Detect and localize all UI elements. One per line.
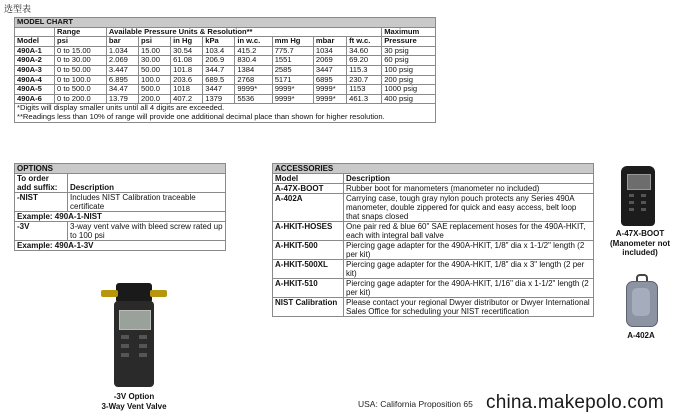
corner-label: 选型表: [4, 4, 32, 14]
range-cell: 0 to 100.0: [55, 75, 107, 85]
table-row: [15, 241, 226, 251]
value-cell: 9999*: [235, 85, 272, 95]
table-row: [273, 194, 594, 222]
acc-desc-cell: Carrying case, tough gray nylon pouch protects any Series 490A manometer, double zippered for quick and easy access, belt loop that snaps closed: [344, 194, 594, 222]
suffix-header: [15, 174, 68, 193]
value-cell: 1379: [203, 94, 235, 104]
max-sub-header: Pressure: [382, 37, 436, 47]
value-cell: 1018: [171, 85, 203, 95]
suffix-header-line2: add suffix:: [17, 183, 58, 192]
model-header-label: Model: [15, 37, 55, 47]
range-cell: 0 to 50.00: [55, 65, 107, 75]
value-cell: 50.00: [139, 65, 171, 75]
value-cell: 461.3: [347, 94, 382, 104]
value-cell: 407.2: [171, 94, 203, 104]
value-cell: 500.0: [139, 85, 171, 95]
valve-caption-line: 3-Way Vent Valve: [101, 401, 167, 411]
value-cell: 15.00: [139, 46, 171, 56]
accessories-title: ACCESSORIES: [273, 164, 594, 174]
suffix-cell: -3V: [15, 222, 68, 241]
chart-note: [15, 104, 436, 122]
unit-header: psi: [139, 37, 171, 47]
acc-model-cell: NIST Calibration: [273, 298, 344, 317]
note-readings: **Readings less than 10% of range will provide one additional decimal place than shown for higher resolution.: [17, 111, 385, 121]
value-cell: 2.069: [106, 56, 138, 66]
acc-desc-cell: Piercing gage adapter for the 490A-HKIT, 1/8" dia x 1-1/2" length (2 per kit): [344, 241, 594, 260]
table-row: [273, 279, 594, 298]
value-cell: 203.6: [171, 75, 203, 85]
table-row: [273, 298, 594, 317]
table-row: [15, 85, 436, 95]
value-cell: 1034: [313, 46, 346, 56]
max-cell: 30 psig: [382, 46, 436, 56]
max-header: Maximum: [382, 27, 436, 37]
model-chart-table: [14, 17, 436, 123]
value-cell: 689.5: [203, 75, 235, 85]
value-cell: 34.47: [106, 85, 138, 95]
value-cell: 5536: [235, 94, 272, 104]
model-cell: 490A-6: [15, 94, 55, 104]
example-cell: Example: 490A-1-3V: [15, 241, 226, 251]
option-desc-cell: 3-way vent valve with bleed screw rated up to 100 psi: [68, 222, 226, 241]
range-header: Range: [55, 27, 107, 37]
example-cell: Example: 490A-1-NIST: [15, 212, 226, 222]
value-cell: 101.8: [171, 65, 203, 75]
case-caption: A-402A: [627, 331, 655, 340]
acc-model-cell: A-47X-BOOT: [273, 184, 344, 194]
max-cell: 1000 psig: [382, 85, 436, 95]
options-title: OPTIONS: [15, 164, 226, 174]
table-row: [273, 184, 594, 194]
table-row: [15, 65, 436, 75]
value-cell: 206.9: [203, 56, 235, 66]
valve-caption-line: -3V Option: [113, 392, 155, 401]
watermark: china.makepolo.com: [486, 392, 664, 413]
unit-header: mm Hg: [272, 37, 313, 47]
acc-desc-cell: Piercing gage adapter for the 490A-HKIT, 1/8" dia x 3" length (2 per kit): [344, 260, 594, 279]
model-cell: 490A-3: [15, 65, 55, 75]
boot-caption-line: A-47X-BOOT: [615, 229, 665, 238]
option-desc-header: Description: [68, 174, 226, 193]
value-cell: 13.79: [106, 94, 138, 104]
value-cell: 1.034: [106, 46, 138, 56]
max-cell: 200 psig: [382, 75, 436, 85]
value-cell: 69.20: [347, 56, 382, 66]
suffix-header-line1: To order: [17, 174, 49, 183]
value-cell: 9999*: [313, 94, 346, 104]
table-row: [15, 212, 226, 222]
acc-model-header: Model: [273, 174, 344, 184]
value-cell: 100.0: [139, 75, 171, 85]
value-cell: 1384: [235, 65, 272, 75]
value-cell: 2069: [313, 56, 346, 66]
acc-model-cell: A-HKIT-510: [273, 279, 344, 298]
boot-caption-line: (Manometer not: [610, 238, 670, 248]
acc-desc-header: Description: [344, 174, 594, 184]
value-cell: 30.54: [171, 46, 203, 56]
acc-model-cell: A-HKIT-HOSES: [273, 222, 344, 241]
model-cell: 490A-4: [15, 75, 55, 85]
max-cell: 100 psig: [382, 65, 436, 75]
boot-caption: [601, 229, 679, 258]
unit-header: in w.c.: [235, 37, 272, 47]
value-cell: 5171: [272, 75, 313, 85]
value-cell: 9999*: [272, 85, 313, 95]
max-cell: 400 psig: [382, 94, 436, 104]
value-cell: 775.7: [272, 46, 313, 56]
value-cell: 6895: [313, 75, 346, 85]
table-row: [15, 222, 226, 241]
boot-manometer-image: [621, 166, 655, 230]
model-cell: 490A-1: [15, 46, 55, 56]
value-cell: 115.3: [347, 65, 382, 75]
value-cell: 344.7: [203, 65, 235, 75]
option-desc-cell: Includes NIST Calibration traceable certificate: [68, 193, 226, 212]
acc-desc-cell: One pair red & blue 60" SAE replacement hoses for the 490A-HKIT, each with integral ball valve: [344, 222, 594, 241]
range-unit: psi: [55, 37, 107, 47]
acc-desc-cell: Rubber boot for manometers (manometer no included): [344, 184, 594, 194]
range-cell: 0 to 500.0: [55, 85, 107, 95]
options-table: [14, 163, 226, 251]
vent-valve-caption: [79, 392, 189, 411]
value-cell: 61.08: [171, 56, 203, 66]
unit-header: ft w.c.: [347, 37, 382, 47]
range-cell: 0 to 15.00: [55, 46, 107, 56]
value-cell: 34.60: [347, 46, 382, 56]
value-cell: 3.447: [106, 65, 138, 75]
suffix-cell: -NIST: [15, 193, 68, 212]
value-cell: 1153: [347, 85, 382, 95]
accessories-table: [272, 163, 594, 317]
table-row: [273, 260, 594, 279]
table-row: [15, 193, 226, 212]
value-cell: 3447: [203, 85, 235, 95]
model-chart-title: MODEL CHART: [15, 18, 436, 28]
table-row: [273, 241, 594, 260]
value-cell: 415.2: [235, 46, 272, 56]
acc-desc-cell: Piercing gage adapter for the 490A-HKIT, 1/16" dia x 1-1/2" length (2 per kit): [344, 279, 594, 298]
boot-caption-line: included): [622, 248, 658, 257]
value-cell: 9999*: [272, 94, 313, 104]
value-cell: 2768: [235, 75, 272, 85]
value-cell: 3447: [313, 65, 346, 75]
carrying-case-image: [626, 274, 658, 326]
acc-model-cell: A-402A: [273, 194, 344, 222]
value-cell: 200.0: [139, 94, 171, 104]
unit-header: bar: [106, 37, 138, 47]
acc-model-cell: A-HKIT-500: [273, 241, 344, 260]
value-cell: 1551: [272, 56, 313, 66]
value-cell: 230.7: [347, 75, 382, 85]
acc-desc-cell: Please contact your regional Dwyer distributor or Dwyer International Sales Office for scheduling your NIST recertification: [344, 298, 594, 317]
value-cell: 9999*: [313, 85, 346, 95]
model-cell: 490A-2: [15, 56, 55, 66]
note-digits: *Digits will display smaller units until all 4 digits are exceeded.: [17, 103, 225, 113]
max-cell: 60 psig: [382, 56, 436, 66]
range-cell: 0 to 200.0: [55, 94, 107, 104]
unit-header: mbar: [313, 37, 346, 47]
value-cell: 30.00: [139, 56, 171, 66]
table-row: [273, 222, 594, 241]
value-cell: 2585: [272, 65, 313, 75]
footer-text: USA: California Proposition 65: [358, 399, 473, 409]
units-header: Available Pressure Units & Resolution**: [106, 27, 381, 37]
value-cell: 6.895: [106, 75, 138, 85]
unit-header: in Hg: [171, 37, 203, 47]
range-cell: 0 to 30.00: [55, 56, 107, 66]
unit-header: kPa: [203, 37, 235, 47]
acc-model-cell: A-HKIT-500XL: [273, 260, 344, 279]
value-cell: 103.4: [203, 46, 235, 56]
value-cell: 830.4: [235, 56, 272, 66]
model-cell: 490A-5: [15, 85, 55, 95]
vent-valve-manometer-image: [101, 283, 167, 389]
